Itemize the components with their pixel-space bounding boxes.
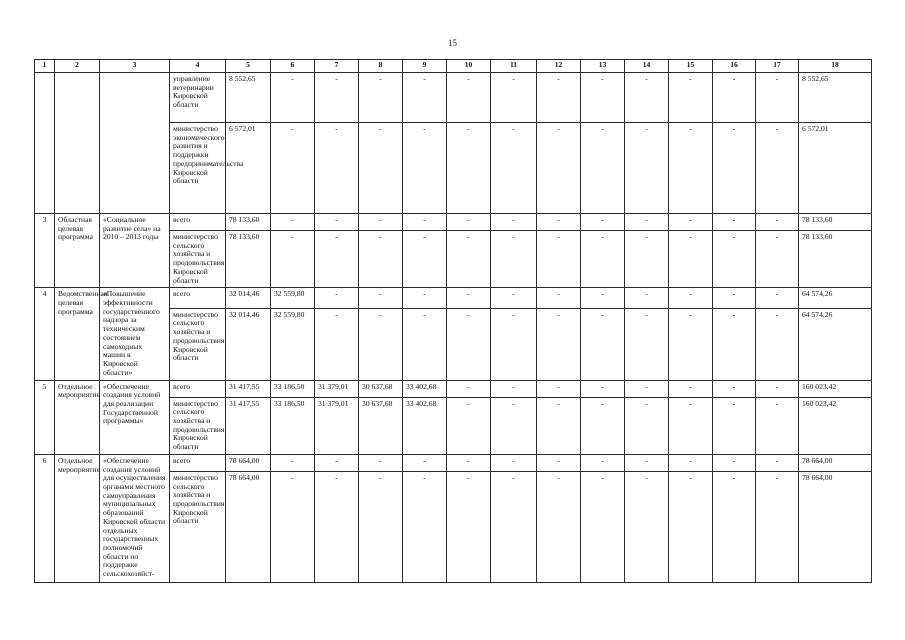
value-cell: - xyxy=(713,471,756,582)
value-cell: - xyxy=(625,308,669,380)
executor-cell: всего xyxy=(170,454,226,471)
value-cell: - xyxy=(756,288,799,308)
table-row xyxy=(35,288,872,308)
value-cell: - xyxy=(447,454,491,471)
total-cell: 78 133,60 xyxy=(799,214,872,231)
value-cell: 30 637,68 xyxy=(359,380,403,397)
program-type xyxy=(55,73,100,214)
value-cell: - xyxy=(669,308,713,380)
value-cell: - xyxy=(581,231,625,288)
value-cell: - xyxy=(669,380,713,397)
total-cell: 6 572,01 xyxy=(799,123,872,214)
value-cell: - xyxy=(403,308,447,380)
col-header: 9 xyxy=(403,60,447,73)
value-cell: - xyxy=(756,471,799,582)
executor-cell: министерство сельского хозяйства и продовольствия Кировской области xyxy=(170,397,226,454)
total-cell: 78 664,00 xyxy=(799,454,872,471)
value-cell: 32 559,80 xyxy=(271,288,315,308)
value-cell: - xyxy=(359,308,403,380)
value-cell: - xyxy=(756,123,799,214)
col-header: 3 xyxy=(100,60,170,73)
value-cell: - xyxy=(669,397,713,454)
value-cell: - xyxy=(491,231,537,288)
value-cell: - xyxy=(537,308,581,380)
col-header: 2 xyxy=(55,60,100,73)
value-cell: - xyxy=(447,380,491,397)
program-name: «Обеспечение создания условий для осуществления органами местного самоуправления муниципальных образований Кировской области отдельных государственных полномочий области по поддержке сельскохозяйст- xyxy=(100,454,170,582)
value-cell: 32 014,46 xyxy=(226,288,271,308)
program-type: Отдельное мероприятие xyxy=(55,380,100,454)
row-index: 4 xyxy=(35,288,55,380)
value-cell: - xyxy=(491,308,537,380)
value-cell: - xyxy=(491,380,537,397)
value-cell: - xyxy=(537,471,581,582)
value-cell: - xyxy=(403,214,447,231)
value-cell: - xyxy=(271,231,315,288)
value-cell: - xyxy=(625,123,669,214)
value-cell: - xyxy=(625,454,669,471)
value-cell: 33 186,50 xyxy=(271,397,315,454)
table-body xyxy=(35,73,872,583)
col-header: 8 xyxy=(359,60,403,73)
program-funding-table xyxy=(34,59,872,583)
value-cell: 8 552,65 xyxy=(226,73,271,123)
program-name: «Социальное развитие села» на 2010 – 2013 годы xyxy=(100,214,170,288)
value-cell: - xyxy=(537,214,581,231)
col-header: 18 xyxy=(799,60,872,73)
value-cell: - xyxy=(625,397,669,454)
value-cell: - xyxy=(669,454,713,471)
row-index: 3 xyxy=(35,214,55,288)
value-cell: 33 402,68 xyxy=(403,380,447,397)
col-header: 6 xyxy=(271,60,315,73)
total-cell: 160 023,42 xyxy=(799,380,872,397)
value-cell: - xyxy=(491,454,537,471)
value-cell: - xyxy=(271,214,315,231)
value-cell: - xyxy=(625,214,669,231)
value-cell: - xyxy=(669,288,713,308)
value-cell: - xyxy=(537,231,581,288)
value-cell: - xyxy=(359,471,403,582)
value-cell: - xyxy=(713,308,756,380)
value-cell: - xyxy=(537,123,581,214)
col-header: 5 xyxy=(226,60,271,73)
value-cell: - xyxy=(713,214,756,231)
value-cell: - xyxy=(625,73,669,123)
value-cell: - xyxy=(403,288,447,308)
value-cell: - xyxy=(271,123,315,214)
row-index xyxy=(35,73,55,214)
value-cell: - xyxy=(447,123,491,214)
value-cell: - xyxy=(581,288,625,308)
table-row xyxy=(35,380,872,397)
value-cell: 32 014,46 xyxy=(226,308,271,380)
col-header: 16 xyxy=(713,60,756,73)
value-cell: - xyxy=(581,454,625,471)
col-header: 14 xyxy=(625,60,669,73)
program-type: Областная целевая программа xyxy=(55,214,100,288)
col-header: 12 xyxy=(537,60,581,73)
value-cell: - xyxy=(625,380,669,397)
value-cell: 78 664,00 xyxy=(226,454,271,471)
value-cell: - xyxy=(447,308,491,380)
value-cell: - xyxy=(403,471,447,582)
value-cell: - xyxy=(359,288,403,308)
value-cell: 78 133,60 xyxy=(226,214,271,231)
executor-cell: управление ветеринарии Кировской области xyxy=(170,73,226,123)
col-header: 10 xyxy=(447,60,491,73)
value-cell: - xyxy=(625,471,669,582)
value-cell: - xyxy=(315,73,359,123)
value-cell: - xyxy=(713,397,756,454)
value-cell: - xyxy=(491,73,537,123)
value-cell: - xyxy=(315,471,359,582)
program-type: Ведомственная целевая программа xyxy=(55,288,100,380)
total-cell: 8 552,65 xyxy=(799,73,872,123)
value-cell: - xyxy=(756,214,799,231)
value-cell: - xyxy=(491,214,537,231)
value-cell: - xyxy=(537,380,581,397)
value-cell: - xyxy=(447,397,491,454)
value-cell: - xyxy=(271,73,315,123)
value-cell: - xyxy=(271,471,315,582)
value-cell: - xyxy=(669,123,713,214)
col-header: 13 xyxy=(581,60,625,73)
col-header: 7 xyxy=(315,60,359,73)
value-cell: - xyxy=(315,214,359,231)
value-cell: 31 379,01 xyxy=(315,380,359,397)
value-cell: - xyxy=(581,123,625,214)
total-cell: 78 133,60 xyxy=(799,231,872,288)
program-name: «Обеспечение создания условий для реализации Государственной программы» xyxy=(100,380,170,454)
value-cell: - xyxy=(713,231,756,288)
value-cell: - xyxy=(315,231,359,288)
value-cell: - xyxy=(669,231,713,288)
value-cell: - xyxy=(713,123,756,214)
column-number-row xyxy=(35,60,872,73)
value-cell: - xyxy=(359,454,403,471)
value-cell: 78 664,00 xyxy=(226,471,271,582)
value-cell: - xyxy=(669,471,713,582)
value-cell: 32 559,80 xyxy=(271,308,315,380)
value-cell: - xyxy=(581,471,625,582)
col-header: 4 xyxy=(170,60,226,73)
executor-cell: министерство сельского хозяйства и продовольствия Кировской области xyxy=(170,308,226,380)
value-cell: - xyxy=(581,380,625,397)
value-cell: - xyxy=(447,214,491,231)
executor-cell: министерство экономического развития и поддержки предпринимательства Кировской области xyxy=(170,123,226,214)
value-cell: - xyxy=(315,454,359,471)
value-cell: - xyxy=(669,214,713,231)
value-cell: - xyxy=(447,73,491,123)
value-cell: - xyxy=(491,288,537,308)
value-cell: - xyxy=(537,454,581,471)
executor-cell: министерство сельского хозяйства и продовольствия Кировской области xyxy=(170,231,226,288)
value-cell: - xyxy=(491,123,537,214)
value-cell: - xyxy=(537,397,581,454)
executor-cell: всего xyxy=(170,214,226,231)
value-cell: - xyxy=(359,214,403,231)
value-cell: - xyxy=(315,288,359,308)
value-cell: - xyxy=(315,308,359,380)
value-cell: 31 379,01 xyxy=(315,397,359,454)
value-cell: - xyxy=(581,308,625,380)
value-cell: 78 133,60 xyxy=(226,231,271,288)
total-cell: 64 574,26 xyxy=(799,288,872,308)
table-row xyxy=(35,214,872,231)
value-cell: - xyxy=(271,454,315,471)
value-cell: - xyxy=(669,73,713,123)
col-header: 11 xyxy=(491,60,537,73)
value-cell: - xyxy=(581,73,625,123)
executor-cell: всего xyxy=(170,380,226,397)
col-header: 1 xyxy=(35,60,55,73)
value-cell: - xyxy=(447,231,491,288)
value-cell: 33 402,68 xyxy=(403,397,447,454)
value-cell: - xyxy=(756,308,799,380)
executor-cell: министерство сельского хозяйства и продовольствия Кировской области xyxy=(170,471,226,582)
program-name xyxy=(100,73,170,214)
total-cell: 160 023,42 xyxy=(799,397,872,454)
value-cell: - xyxy=(713,73,756,123)
value-cell: 31 417,55 xyxy=(226,380,271,397)
total-cell: 64 574,26 xyxy=(799,308,872,380)
value-cell: - xyxy=(713,288,756,308)
table-row xyxy=(35,454,872,471)
value-cell: - xyxy=(713,380,756,397)
value-cell: 30 637,68 xyxy=(359,397,403,454)
value-cell: - xyxy=(756,397,799,454)
program-type: Отдельное мероприятие xyxy=(55,454,100,582)
col-header: 15 xyxy=(669,60,713,73)
row-index: 5 xyxy=(35,380,55,454)
value-cell: - xyxy=(537,288,581,308)
value-cell: - xyxy=(403,123,447,214)
value-cell: - xyxy=(359,123,403,214)
col-header: 17 xyxy=(756,60,799,73)
value-cell: - xyxy=(537,73,581,123)
value-cell: - xyxy=(359,231,403,288)
value-cell: 31 417,55 xyxy=(226,397,271,454)
value-cell: - xyxy=(403,454,447,471)
value-cell: - xyxy=(756,380,799,397)
value-cell: - xyxy=(447,471,491,582)
value-cell: - xyxy=(403,73,447,123)
value-cell: - xyxy=(713,454,756,471)
value-cell: - xyxy=(581,397,625,454)
value-cell: - xyxy=(625,231,669,288)
table-row xyxy=(35,73,872,123)
value-cell: - xyxy=(581,214,625,231)
program-name: «Повышение эффективности государственного надзора за техническим состоянием самоходных машин в Кировской области» xyxy=(100,288,170,380)
page-number: 15 xyxy=(448,38,457,48)
value-cell: - xyxy=(447,288,491,308)
total-cell: 78 664,00 xyxy=(799,471,872,582)
value-cell: - xyxy=(756,73,799,123)
value-cell: 6 572,01 xyxy=(226,123,271,214)
value-cell: - xyxy=(403,231,447,288)
value-cell: - xyxy=(315,123,359,214)
value-cell: - xyxy=(756,454,799,471)
value-cell: - xyxy=(756,231,799,288)
value-cell: 33 186,50 xyxy=(271,380,315,397)
executor-cell: всего xyxy=(170,288,226,308)
row-index: 6 xyxy=(35,454,55,582)
value-cell: - xyxy=(359,73,403,123)
value-cell: - xyxy=(491,471,537,582)
value-cell: - xyxy=(491,397,537,454)
value-cell: - xyxy=(625,288,669,308)
